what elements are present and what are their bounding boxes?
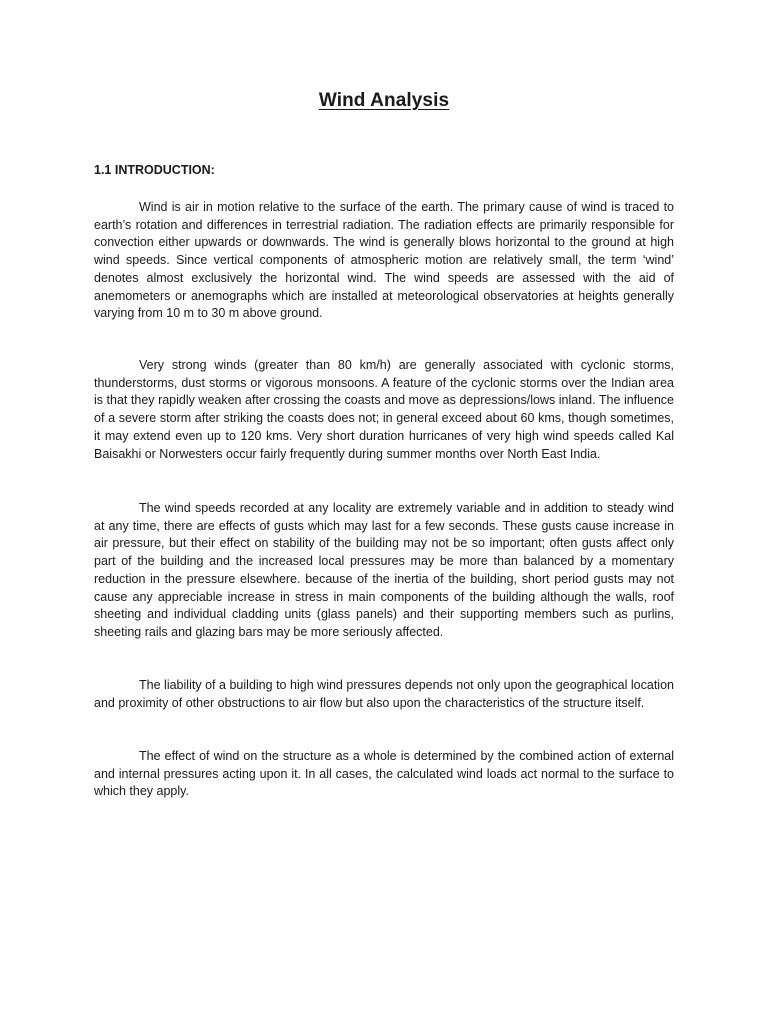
paragraph: Wind is air in motion relative to the surface of the earth. The primary cause of wind is traced to earth’s rotation and differences in terrestrial radiation. The radiation effects are primarily responsible for convection either upwards or downwards. The wind is generally blows horizontal to the ground at high wind speeds. Since vertical components of atmospheric motion are relatively small, the term ‘wind’ denotes almost exclusively the horizontal wind. The wind speeds are assessed with the aid of anemometers or anemographs which are installed at meteorological observatories at heights generally varying from 10 m to 30 m above ground.	[94, 200, 674, 321]
paragraph: The effect of wind on the structure as a whole is determined by the combined action of external and internal pressures acting upon it. In all cases, the calculated wind loads act normal to the surface to which they apply.	[94, 749, 674, 799]
section-heading: 1.1 INTRODUCTION:	[94, 163, 215, 177]
paragraph: The wind speeds recorded at any locality are extremely variable and in addition to steady wind at any time, there are effects of gusts which may last for a few seconds. These gusts cause increase in air pressure, but their effect on stability of the building may not be so important; often gusts affect only part of the building and the increased local pressures may be more than balanced by a momentary reduction in the pressure elsewhere. because of the inertia of the building, short period gusts may not cause any appreciable increase in stress in main components of the building although the walls, roof sheeting and individual cladding units (glass panels) and their supporting members such as purlins, sheeting rails and glazing bars may be more seriously affected.	[94, 501, 674, 639]
document-title: Wind Analysis	[318, 90, 450, 111]
paragraph: Very strong winds (greater than 80 km/h) are generally associated with cyclonic storms, thunderstorms, dust storms or vigorous monsoons. A feature of the cyclonic storms over the Indian area is that they rapidly weaken after crossing the coasts and move as depressions/lows inland. The influence of a severe storm after striking the coasts does not; in general exceed about 60 kms, though sometimes, it may extend even up to 120 kms. Very short duration hurricanes of very high wind speeds called Kal Baisakhi or Norwesters occur fairly frequently during summer months over North East India.	[94, 358, 674, 461]
paragraph: The liability of a building to high wind pressures depends not only upon the geographical location and proximity of other obstructions to air flow but also upon the characteristics of the structure itself.	[94, 678, 674, 710]
